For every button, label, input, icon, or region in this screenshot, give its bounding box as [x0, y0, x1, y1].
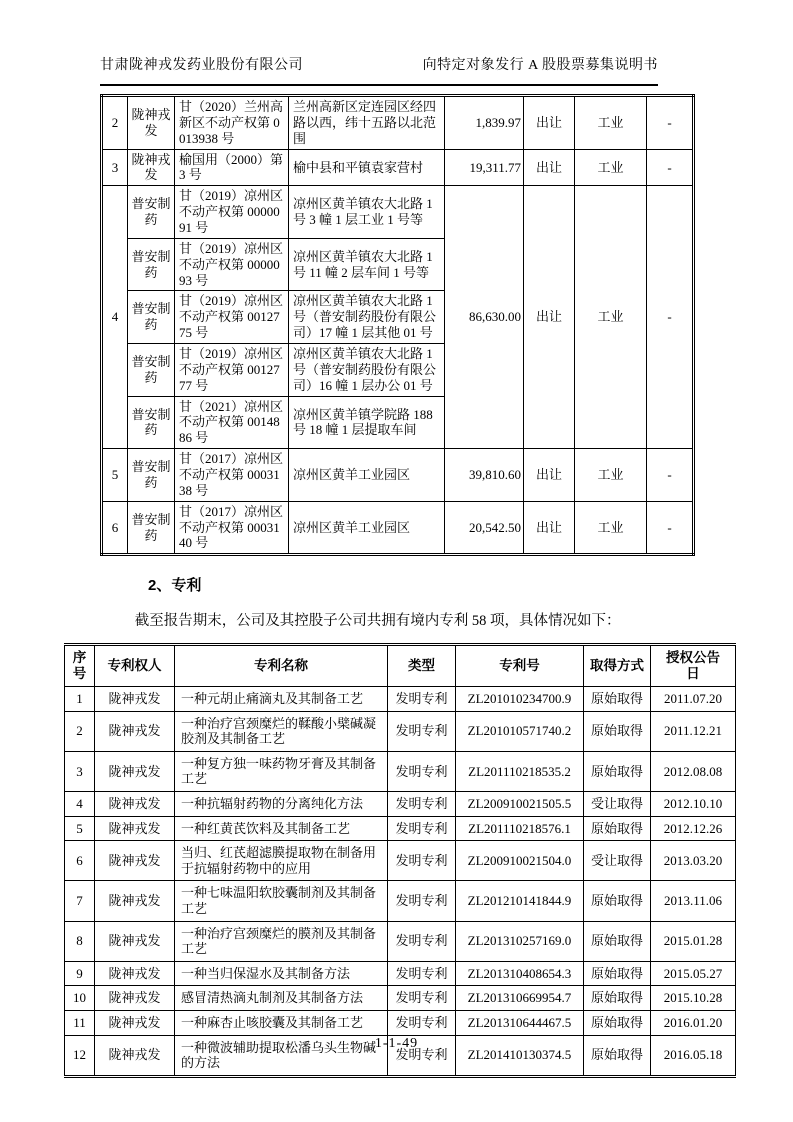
- serial-cell: 10: [65, 986, 95, 1011]
- patentee-cell: 陇神戎发: [95, 881, 175, 921]
- patent-name-cell: 一种微波辅助提取松潘乌头生物碱的方法: [175, 1035, 388, 1076]
- acquisition-cell: 原始取得: [584, 816, 651, 841]
- serial-cell: 4: [102, 186, 128, 449]
- owner-cell: 陇神戎发: [128, 149, 175, 186]
- patent-no-cell: ZL201310644467.5: [456, 1010, 584, 1035]
- patent-name-cell: 一种麻杏止咳胶囊及其制备工艺: [175, 1010, 388, 1035]
- type-cell: 发明专利: [388, 881, 456, 921]
- acquisition-cell: 原始取得: [584, 751, 651, 791]
- table-row: [65, 921, 736, 961]
- grant-date-cell: 2012.08.08: [651, 751, 736, 791]
- patent-name-cell: 一种七味温阳软胶囊制剂及其制备工艺: [175, 881, 388, 921]
- area-cell: 1,839.97: [445, 96, 524, 150]
- method-cell: 出让: [524, 96, 575, 150]
- cert-cell: 甘（2021）凉州区不动产权第 0014886 号: [175, 396, 289, 449]
- owner-cell: 普安制药: [128, 344, 175, 397]
- serial-cell: 3: [102, 149, 128, 186]
- patent-no-cell: ZL201410130374.5: [456, 1035, 584, 1076]
- usage-cell: 工业: [575, 186, 647, 449]
- location-cell: 凉州区黄羊镇农大北路 1 号（普安制药股份有限公司）17 幢 1 层其他 01 号: [289, 291, 445, 344]
- type-cell: 发明专利: [388, 816, 456, 841]
- patent-name-cell: 一种当归保湿水及其制备方法: [175, 961, 388, 986]
- type-cell: 发明专利: [388, 841, 456, 881]
- cert-cell: 甘（2019）凉州区不动产权第 0000091 号: [175, 186, 289, 239]
- type-cell: 发明专利: [388, 1035, 456, 1076]
- patentee-cell: 陇神戎发: [95, 791, 175, 816]
- patentee-cell: 陇神戎发: [95, 921, 175, 961]
- table-row: [65, 751, 736, 791]
- acquisition-cell: 原始取得: [584, 1010, 651, 1035]
- owner-cell: 普安制药: [128, 186, 175, 239]
- serial-cell: 2: [102, 96, 128, 150]
- page-header: [100, 54, 658, 86]
- owner-cell: 普安制药: [128, 291, 175, 344]
- grant-date-cell: 2013.11.06: [651, 881, 736, 921]
- grant-date-cell: 2011.12.21: [651, 711, 736, 751]
- patentee-cell: 陇神戎发: [95, 986, 175, 1011]
- usage-cell: 工业: [575, 449, 647, 502]
- doc-title: 向特定对象发行 A 股股票募集说明书: [422, 58, 658, 73]
- patent-no-cell: ZL201310669954.7: [456, 986, 584, 1011]
- patent-no-cell: ZL201010571740.2: [456, 711, 584, 751]
- patentee-cell: 陇神戎发: [95, 751, 175, 791]
- patentee-cell: 陇神戎发: [95, 961, 175, 986]
- area-cell: 86,630.00: [445, 186, 524, 449]
- type-cell: 发明专利: [388, 751, 456, 791]
- location-cell: 榆中县和平镇袁家营村: [289, 149, 445, 186]
- grant-date-cell: 2015.01.28: [651, 921, 736, 961]
- table-row: [102, 96, 694, 150]
- patent-name-cell: 当归、红芪超滤膜提取物在制备用于抗辐射药物中的应用: [175, 841, 388, 881]
- patent-name-header: 专利名称: [175, 644, 388, 686]
- patent-name-cell: 一种复方独一味药物牙膏及其制备工艺: [175, 751, 388, 791]
- patent-no-cell: ZL201310408654.3: [456, 961, 584, 986]
- area-cell: 39,810.60: [445, 449, 524, 502]
- patent-no-header: 专利号: [456, 644, 584, 686]
- grant-date-cell: 2011.07.20: [651, 687, 736, 712]
- patent-no-cell: ZL201310257169.0: [456, 921, 584, 961]
- type-cell: 发明专利: [388, 921, 456, 961]
- acquisition-cell: 原始取得: [584, 986, 651, 1011]
- table-row: [65, 961, 736, 986]
- location-cell: 凉州区黄羊镇农大北路 1 号 3 幢 1 层工业 1 号等: [289, 186, 445, 239]
- table-row: [65, 711, 736, 751]
- patentee-header: 专利权人: [95, 644, 175, 686]
- acquisition-cell: 原始取得: [584, 711, 651, 751]
- grant-date-cell: 2012.10.10: [651, 791, 736, 816]
- cert-cell: 甘（2019）凉州区不动产权第 0012777 号: [175, 344, 289, 397]
- serial-cell: 9: [65, 961, 95, 986]
- patent-no-cell: ZL201110218535.2: [456, 751, 584, 791]
- patent-name-cell: 一种治疗宫颈糜烂的膜剂及其制备工艺: [175, 921, 388, 961]
- table-row: [65, 687, 736, 712]
- patent-table: [64, 643, 736, 1078]
- table-header-row: [65, 644, 736, 686]
- section-heading: 2、专利: [148, 577, 202, 595]
- grant-date-cell: 2015.05.27: [651, 961, 736, 986]
- note-cell: -: [647, 501, 694, 555]
- type-cell: 发明专利: [388, 986, 456, 1011]
- owner-cell: 普安制药: [128, 396, 175, 449]
- serial-cell: 5: [102, 449, 128, 502]
- patent-no-cell: ZL201210141844.9: [456, 881, 584, 921]
- owner-cell: 普安制药: [128, 238, 175, 291]
- serial-header: 序号: [65, 644, 95, 686]
- cert-cell: 甘（2017）凉州区不动产权第 0003140 号: [175, 501, 289, 555]
- grant-date-cell: 2012.12.26: [651, 816, 736, 841]
- location-cell: 凉州区黄羊镇农大北路 1 号（普安制药股份有限公司）16 幢 1 层办公 01 号: [289, 344, 445, 397]
- cert-cell: 甘（2020）兰州高新区不动产权第 0013938 号: [175, 96, 289, 150]
- serial-cell: 3: [65, 751, 95, 791]
- acquisition-cell: 原始取得: [584, 921, 651, 961]
- table-row: [102, 149, 694, 186]
- patent-no-cell: ZL200910021505.5: [456, 791, 584, 816]
- type-cell: 发明专利: [388, 687, 456, 712]
- company-name: 甘肃陇神戎发药业股份有限公司: [100, 58, 303, 73]
- method-cell: 出让: [524, 149, 575, 186]
- acquisition-cell: 原始取得: [584, 961, 651, 986]
- area-cell: 20,542.50: [445, 501, 524, 555]
- patent-name-cell: 一种治疗宫颈糜烂的鞣酸小檗碱凝胶剂及其制备工艺: [175, 711, 388, 751]
- serial-cell: 5: [65, 816, 95, 841]
- location-cell: 凉州区黄羊镇学院路 188 号 18 幢 1 层提取车间: [289, 396, 445, 449]
- patentee-cell: 陇神戎发: [95, 816, 175, 841]
- table-row: [102, 449, 694, 502]
- patent-no-cell: ZL201010234700.9: [456, 687, 584, 712]
- acquisition-cell: 原始取得: [584, 1035, 651, 1076]
- table-row: [65, 841, 736, 881]
- note-cell: -: [647, 96, 694, 150]
- grant-date-header: 授权公告日: [651, 644, 736, 686]
- patent-no-cell: ZL200910021504.0: [456, 841, 584, 881]
- table-row: [102, 186, 694, 239]
- cert-cell: 甘（2019）凉州区不动产权第 0000093 号: [175, 238, 289, 291]
- type-cell: 发明专利: [388, 711, 456, 751]
- patent-name-cell: 一种红黄芪饮料及其制备工艺: [175, 816, 388, 841]
- serial-cell: 4: [65, 791, 95, 816]
- area-cell: 19,311.77: [445, 149, 524, 186]
- patent-name-cell: 一种抗辐射药物的分离纯化方法: [175, 791, 388, 816]
- table-row: [65, 881, 736, 921]
- serial-cell: 2: [65, 711, 95, 751]
- note-cell: -: [647, 449, 694, 502]
- acquisition-cell: 原始取得: [584, 687, 651, 712]
- cert-cell: 榆国用（2000）第 3 号: [175, 149, 289, 186]
- grant-date-cell: 2016.01.20: [651, 1010, 736, 1035]
- patentee-cell: 陇神戎发: [95, 687, 175, 712]
- method-cell: 出让: [524, 449, 575, 502]
- patentee-cell: 陇神戎发: [95, 711, 175, 751]
- usage-cell: 工业: [575, 96, 647, 150]
- patentee-cell: 陇神戎发: [95, 1035, 175, 1076]
- property-table: [100, 94, 695, 556]
- patent-no-cell: ZL201110218576.1: [456, 816, 584, 841]
- serial-cell: 8: [65, 921, 95, 961]
- type-cell: 发明专利: [388, 961, 456, 986]
- patent-name-cell: 感冒清热滴丸制剂及其制备方法: [175, 986, 388, 1011]
- location-cell: 凉州区黄羊工业园区: [289, 449, 445, 502]
- method-cell: 出让: [524, 186, 575, 449]
- table-row: [65, 791, 736, 816]
- serial-cell: 12: [65, 1035, 95, 1076]
- serial-cell: 11: [65, 1010, 95, 1035]
- type-header: 类型: [388, 644, 456, 686]
- table-row: [65, 816, 736, 841]
- usage-cell: 工业: [575, 501, 647, 555]
- patentee-cell: 陇神戎发: [95, 841, 175, 881]
- owner-cell: 陇神戎发: [128, 96, 175, 150]
- note-cell: -: [647, 186, 694, 449]
- intro-text: 截至报告期末，公司及其控股子公司共拥有境内专利 58 项，具体情况如下：: [134, 613, 621, 630]
- serial-cell: 7: [65, 881, 95, 921]
- cert-cell: 甘（2019）凉州区不动产权第 0012775 号: [175, 291, 289, 344]
- patent-name-cell: 一种元胡止痛滴丸及其制备工艺: [175, 687, 388, 712]
- table-row: [65, 1010, 736, 1035]
- acquisition-cell: 受让取得: [584, 791, 651, 816]
- method-cell: 出让: [524, 501, 575, 555]
- owner-cell: 普安制药: [128, 501, 175, 555]
- serial-cell: 6: [102, 501, 128, 555]
- page-number: 1-1-49: [374, 1036, 419, 1051]
- serial-cell: 6: [65, 841, 95, 881]
- cert-cell: 甘（2017）凉州区不动产权第 0003138 号: [175, 449, 289, 502]
- acquisition-cell: 受让取得: [584, 841, 651, 881]
- type-cell: 发明专利: [388, 1010, 456, 1035]
- location-cell: 兰州高新区定连园区经四路以西，纬十五路以北范围: [289, 96, 445, 150]
- location-cell: 凉州区黄羊镇农大北路 1 号 11 幢 2 层车间 1 号等: [289, 238, 445, 291]
- grant-date-cell: 2016.05.18: [651, 1035, 736, 1076]
- usage-cell: 工业: [575, 149, 647, 186]
- grant-date-cell: 2013.03.20: [651, 841, 736, 881]
- serial-cell: 1: [65, 687, 95, 712]
- location-cell: 凉州区黄羊工业园区: [289, 501, 445, 555]
- acquisition-header: 取得方式: [584, 644, 651, 686]
- owner-cell: 普安制药: [128, 449, 175, 502]
- table-row: [102, 501, 694, 555]
- patentee-cell: 陇神戎发: [95, 1010, 175, 1035]
- table-row: [65, 986, 736, 1011]
- type-cell: 发明专利: [388, 791, 456, 816]
- acquisition-cell: 原始取得: [584, 881, 651, 921]
- grant-date-cell: 2015.10.28: [651, 986, 736, 1011]
- note-cell: -: [647, 149, 694, 186]
